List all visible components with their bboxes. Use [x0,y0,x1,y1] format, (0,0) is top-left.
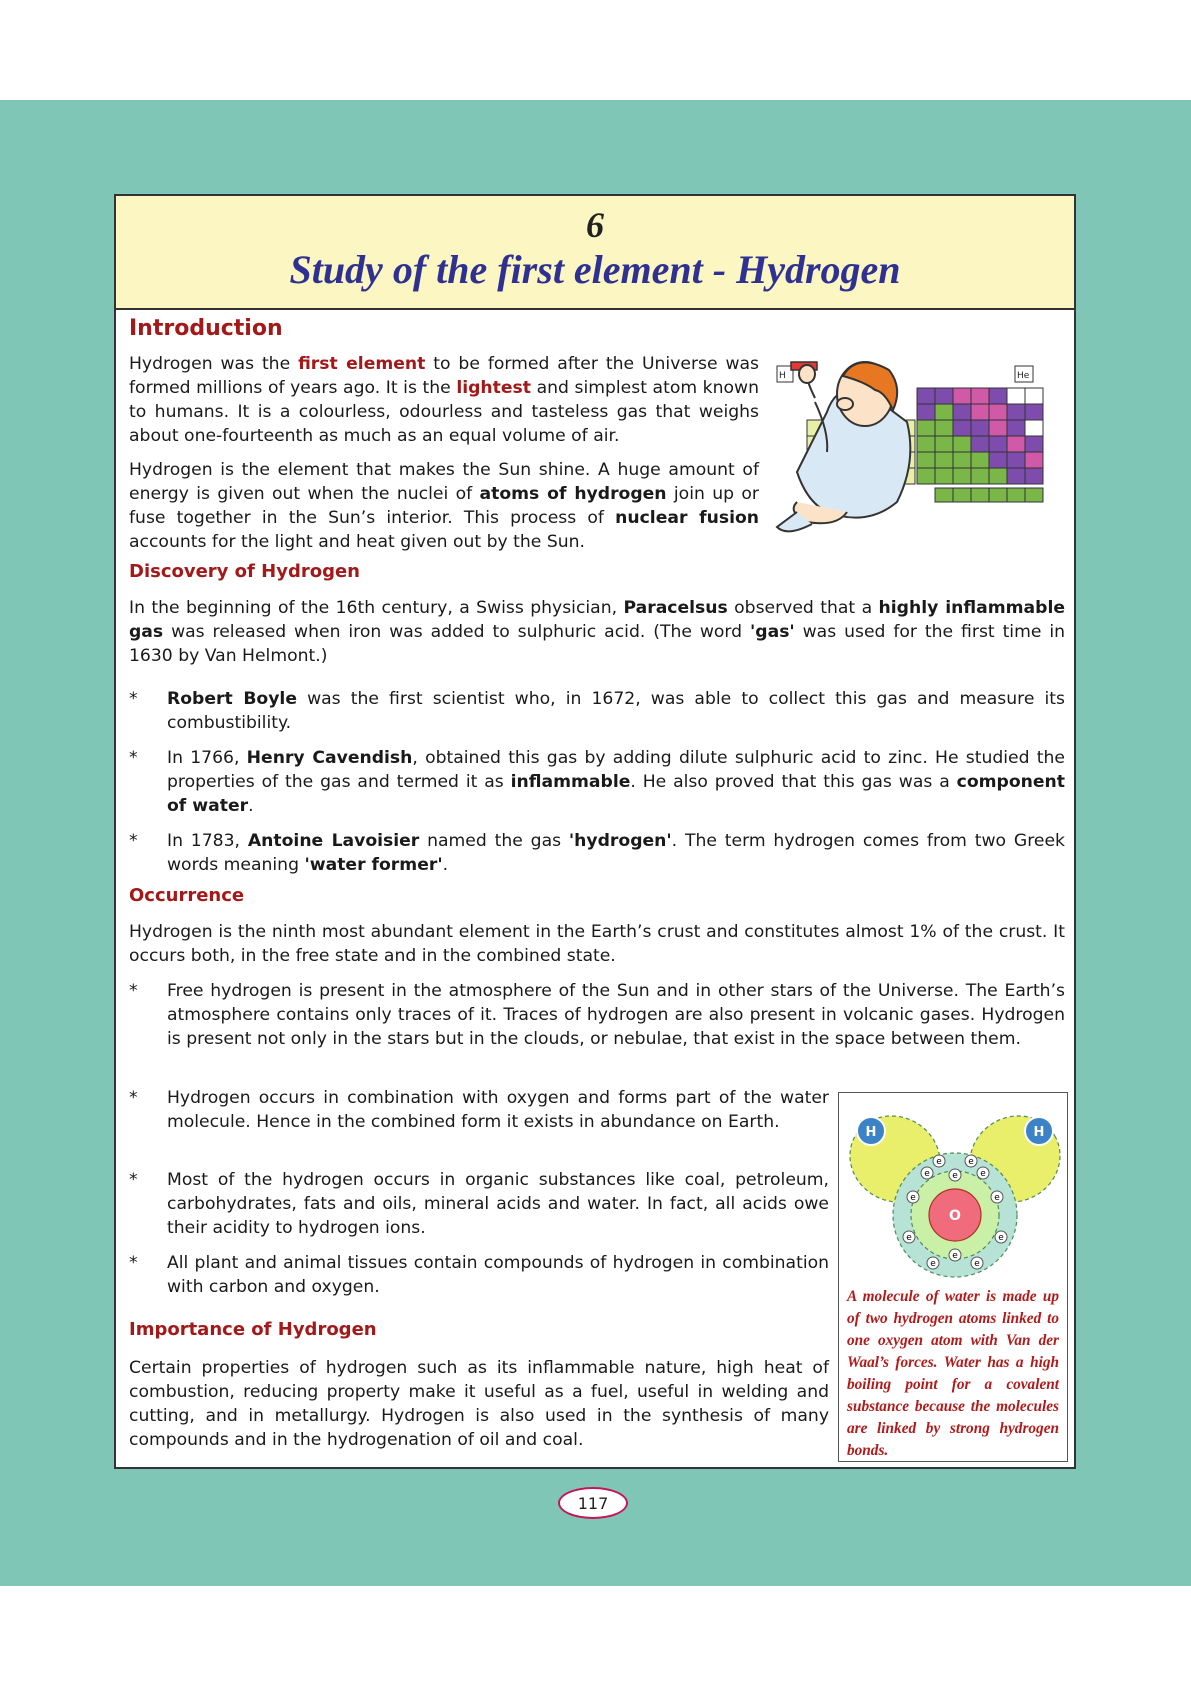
text-run: In 1766, [167,748,247,768]
bold-antoine-lavoisier: Antoine Lavoisier [247,831,420,851]
occurrence-bullet-free-hydrogen [129,979,1065,1051]
text-run: . [442,855,449,875]
electron-label: e [910,1193,916,1203]
hydrogen-label-left: H [865,1125,877,1140]
bullet-text: Hydrogen occurs in combination with oxygen and forms part of the water molecule. Hence in the combined form it exists in abundance on Earth. [167,1088,829,1132]
electron-label: e [952,1251,958,1261]
electron-label: e [994,1193,1000,1203]
bullet-star: * [129,981,138,1001]
text-run: , obtained this gas by adding dilute sulphuric acid to zinc. He studied the properties of the gas and termed it as [167,748,1065,792]
water-molecule-diagram [843,1097,1063,1283]
electron-label: e [998,1233,1004,1243]
text-run: and simplest atom known to humans. It is a colourless, odourless and tasteless gas that weighs about one-fourteenth as much as an equal volume of air. [129,378,759,446]
text-run: Hydrogen is the element that makes the Sun shine. A huge amount of energy is given out when the nuclei of [129,460,759,504]
bullet-text [167,687,1065,735]
bullet-text: Free hydrogen is present in the atmosphere of the Sun and in other stars of the Universe. The Earth’s atmosphere contains only traces of it. Traces of hydrogen are also present in volcanic gases. Hydrogen is present not only in the stars but in the clouds, or nebulae, that exist in the space between them. [167,981,1065,1049]
bold-atoms-of-hydrogen: atoms of hydrogen [479,484,667,504]
electron-label: e [952,1171,958,1181]
discovery-bullet-lavoisier [129,829,1065,877]
chapter-title: Study of the first element - Hydrogen [289,247,901,292]
bold-henry-cavendish: Henry Cavendish [246,748,413,768]
bullet-star: * [129,1088,138,1108]
text-run: . The term hydrogen comes from two Greek words meaning [167,831,1065,875]
discovery-heading: Discovery of Hydrogen [129,561,360,582]
bold-inflammable: inflammable [510,772,631,792]
introduction-paragraph-1 [129,352,759,448]
bold-hydrogen-term: 'hydrogen' [568,831,672,851]
electron-label: e [974,1259,980,1269]
introduction-paragraph-2 [129,458,759,554]
occurrence-bullet-organic [129,1168,829,1240]
chapter-number: 6 [586,205,604,245]
page-number: 117 [558,1487,628,1519]
electron-label: e [930,1259,936,1269]
text-run: observed that a [727,598,879,618]
discovery-paragraph [129,596,1065,668]
occurrence-bullet-tissues [129,1251,829,1299]
text-run: was released when iron was added to sulphuric acid. (The word [163,622,751,642]
bullet-text: Most of the hydrogen occurs in organic substances like coal, petroleum, carbohydrates, fats and oils, mineral acids and water. In fact, all acids owe their acidity to hydrogen ions. [167,1170,829,1238]
text-run: In 1783, [167,831,248,851]
scientist-periodic-table-illustration [767,352,1067,542]
element-he-label: He [1017,371,1030,381]
text-run: accounts for the light and heat given out by the Sun. [129,532,585,552]
electron-label: e [968,1157,974,1167]
highlight-lightest: lightest [456,378,531,398]
introduction-heading: Introduction [129,316,283,341]
hydrogen-label-right: H [1033,1125,1045,1140]
electron-label: e [906,1233,912,1243]
bold-robert-boyle: Robert Boyle [167,689,297,709]
bullet-star: * [129,748,138,768]
text-run: . He also proved that this gas was a [630,772,957,792]
bold-paracelsus: Paracelsus [623,598,728,618]
chapter-header [116,196,1074,310]
page-content-frame [114,194,1076,1469]
scientist-figure [777,362,910,531]
text-run: to be formed after the Universe was formed millions of years ago. It is the [129,354,759,398]
bullet-text [167,746,1065,818]
text-run: . [248,796,254,816]
electron-label: e [936,1157,942,1167]
bullet-text: All plant and animal tissues contain compounds of hydrogen in combination with carbon and oxygen. [167,1253,829,1297]
electron-label: e [924,1169,930,1179]
text-run: named the gas [419,831,569,851]
water-molecule-figure [838,1092,1068,1462]
electron-label: e [980,1169,986,1179]
importance-heading: Importance of Hydrogen [129,1319,377,1340]
oxygen-label: O [949,1208,961,1224]
discovery-bullet-cavendish [129,746,1065,818]
occurrence-bullet-combined [129,1086,829,1134]
bullet-text [167,829,1065,877]
bullet-star: * [129,831,138,851]
element-h-label: H [779,371,786,381]
text-run: Hydrogen was the [129,354,299,374]
bullet-star: * [129,1253,138,1273]
bold-water-former: 'water former' [304,855,443,875]
bullet-star: * [129,689,138,709]
bold-nuclear-fusion: nuclear fusion [615,508,760,528]
highlight-first-element: first element [298,354,426,374]
bold-gas-term: 'gas' [750,622,795,642]
occurrence-paragraph: Hydrogen is the ninth most abundant element in the Earth’s crust and constitutes almost 1% of the crust. It occurs both, in the free state and in the combined state. [129,922,1065,966]
text-run: In the beginning of the 16th century, a Swiss physician, [129,598,624,618]
text-run: join up or fuse together in the Sun’s interior. This process of [129,484,759,528]
occurrence-heading: Occurrence [129,885,245,906]
text-run: was the first scientist who, in 1672, was able to collect this gas and measure its combustibility. [167,689,1065,733]
bold-component-of-water: component of water [167,772,1065,816]
text-run: was used for the first time in 1630 by Van Helmont.) [129,622,1066,666]
bold-highly-inflammable-gas: highly inflammable gas [129,598,1065,642]
discovery-bullet-boyle [129,687,1065,735]
water-molecule-caption: A molecule of water is made up of two hydrogen atoms linked to one oxygen atom with Van der Waal’s forces. Water has a high boiling point for a covalent substance because the molecules are linked by strong hydrogen bonds. [847,1288,1059,1459]
bullet-star: * [129,1170,138,1190]
importance-paragraph: Certain properties of hydrogen such as its inflammable nature, high heat of combustion, reducing property make it useful as a fuel, useful in welding and cutting, and in metallurgy. Hydrogen is also used in the synthesis of many compounds and in the hydrogenation of oil and coal. [129,1358,829,1450]
